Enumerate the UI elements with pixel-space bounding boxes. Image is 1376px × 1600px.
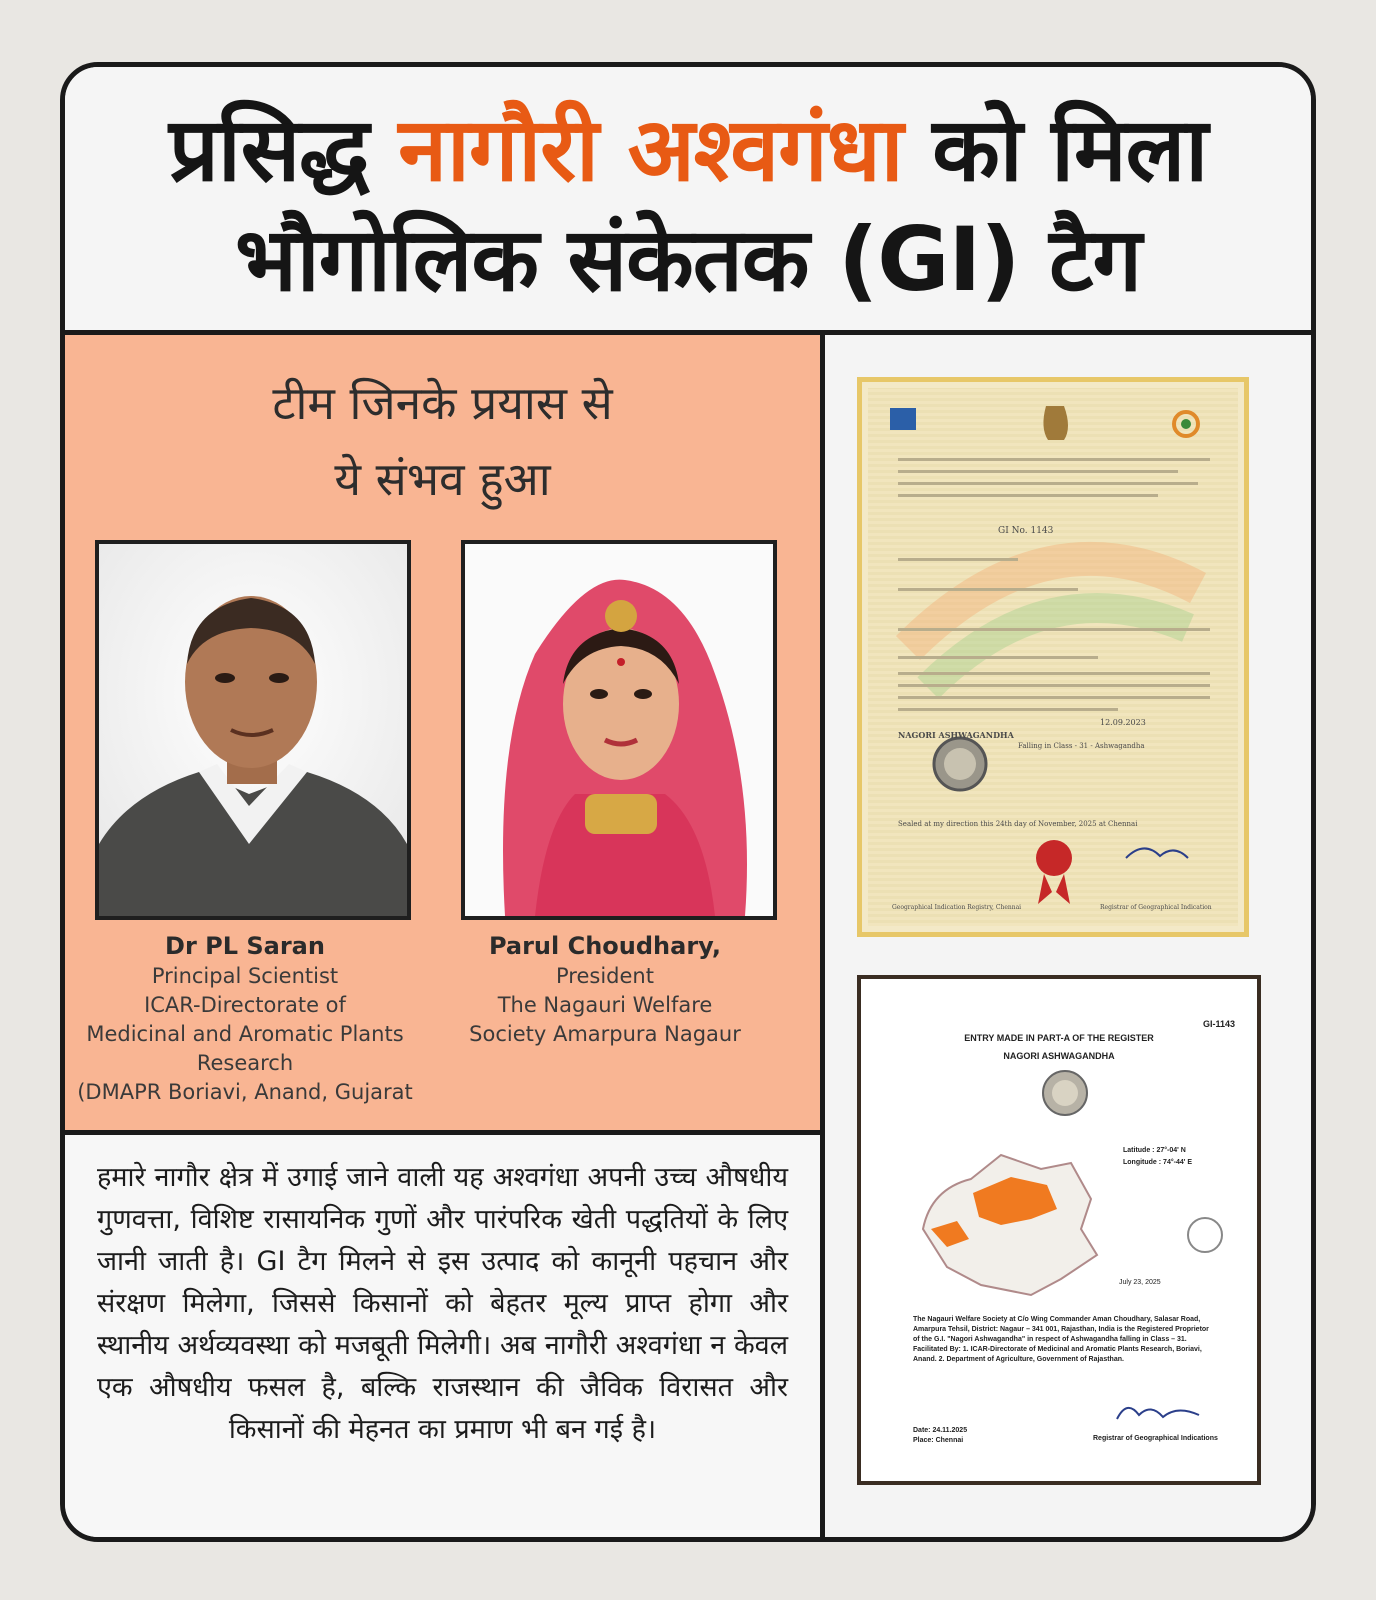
- text-line: [898, 470, 1178, 473]
- portrait-woman: [465, 544, 773, 916]
- photo-parul-choudhary: [461, 540, 777, 920]
- person-title: President: [556, 964, 654, 988]
- team-title-line-2: ये संभव हुआ: [334, 452, 551, 506]
- certificate-class: Falling in Class - 31 - Ashwagandha: [1018, 742, 1145, 750]
- text-line: [898, 656, 1098, 659]
- text-line: [898, 672, 1210, 675]
- person-title: Principal Scientist: [151, 964, 339, 988]
- text-line: [898, 494, 1158, 497]
- text-line: [898, 696, 1210, 699]
- certificate-product: NAGORI ASHWAGANDHA: [898, 730, 1014, 740]
- certificate-registrar: Registrar of Geographical Indication: [1100, 904, 1212, 911]
- team-title: [65, 365, 820, 517]
- person-name: Dr PL Saran: [165, 932, 325, 960]
- person-org-line: Research: [196, 1051, 294, 1075]
- entry-registrar: Registrar of Geographical Indications: [1093, 1435, 1218, 1442]
- certificate-body: [868, 388, 1238, 926]
- description-panel: [65, 1135, 825, 1542]
- registrar-signature: [1113, 1399, 1203, 1429]
- text-line: [898, 708, 1118, 711]
- text-line: [898, 482, 1198, 485]
- poster-card: [60, 62, 1316, 1542]
- entry-proprietor: The Nagauri Welfare Society at C/o Wing Commander Aman Choudhary, Salasar Road, Amarpura Tehsil, District: Nagaur – 341 001, Rajasthan, India is the Registered Proprietor of the G.I. "Nagori Ashwagandha" in respect of Ashwagandha falling in Class – 31. Facilitated By: 1. ICAR-Directorate of Medicinal and Aromatic Plants Research, Boriavi, Anand. 2. Department of Agriculture, Government of Rajasthan.: [913, 1316, 1209, 1363]
- person-org-line: The Nagauri Welfare: [497, 993, 713, 1017]
- gi-certificate: [857, 377, 1249, 937]
- headline: [65, 67, 1311, 335]
- person-name: Parul Choudhary,: [488, 932, 722, 960]
- rajasthan-map: [861, 1059, 1257, 1319]
- person-card: [65, 930, 425, 1107]
- text-line: [898, 628, 1210, 631]
- person-org-line: Medicinal and Aromatic Plants: [86, 1022, 404, 1046]
- text-line: [898, 588, 1078, 591]
- entry-date: Date: 24.11.2025: [913, 1427, 968, 1434]
- entry-gi-ref: GI-1143: [1202, 1019, 1235, 1029]
- headline-suffix: को मिला: [902, 98, 1208, 201]
- team-panel: [65, 335, 825, 1135]
- team-title-line-1: टीम जिनके प्रयास से: [272, 376, 613, 430]
- headline-line-1: [65, 67, 1311, 205]
- headline-prefix: प्रसिद्ध: [168, 98, 399, 201]
- entry-latitude: Latitude : 27°-04' N: [1123, 1147, 1186, 1154]
- headline-highlight: नागौरी अश्वगंधा: [398, 98, 903, 201]
- stamp-icon: [1188, 1218, 1222, 1252]
- description-text: हमारे नागौर क्षेत्र में उगाई जाने वाली यह अश्वगंधा अपनी उच्च औषधीय गुणवत्ता, विशिष्ट रासायनिक गुणों और पारंपरिक खेती पद्धतियों के लिए जानी जाती है। GI टैग मिलने से इस उत्पाद को कानूनी पहचान और संरक्षण मिलेगा, जिससे किसानों को बेहतर मूल्य प्राप्त होगा और स्थानीय अर्थव्यवस्था को मजबूती मिलेगी। अब नागौरी अश्वगंधा न केवल एक औषधीय फसल है, बल्कि राजस्थान की जैविक विरासत और किसानों की मेहनत का प्रमाण भी बन गई है।: [97, 1162, 788, 1445]
- person-card: [425, 930, 785, 1049]
- person-org-line: (DMAPR Boriavi, Anand, Gujarat: [77, 1080, 413, 1104]
- entry-map-date: July 23, 2025: [1119, 1279, 1161, 1286]
- portrait-man: [99, 544, 407, 916]
- register-entry: [857, 975, 1261, 1485]
- certificate-sealed: Sealed at my direction this 24th day of November, 2025 at Chennai: [898, 820, 1138, 828]
- gi-number: GI No. 1143: [998, 526, 1054, 536]
- certificate-date: 12.09.2023: [1100, 718, 1146, 727]
- headline-line-2: भौगोलिक संकेतक (GI) टैग: [234, 208, 1142, 311]
- text-line: [898, 458, 1210, 461]
- entry-title: ENTRY MADE IN PART-A OF THE REGISTER: [964, 1033, 1154, 1043]
- entry-place: Place: Chennai: [913, 1437, 964, 1444]
- entry-longitude: Longitude : 74°-44' E: [1123, 1159, 1193, 1166]
- entry-product: NAGORI ASHWAGANDHA: [1003, 1051, 1115, 1061]
- documents-panel: [825, 335, 1316, 1542]
- photo-pl-saran: [95, 540, 411, 920]
- certificate-registry: Geographical Indication Registry, Chennai: [892, 904, 1022, 911]
- text-line: [898, 684, 1210, 687]
- gi-number-value: 1143: [1030, 526, 1054, 536]
- text-line: [898, 558, 1018, 561]
- person-org-line: ICAR-Directorate of: [144, 993, 346, 1017]
- person-org-line: Society Amarpura Nagaur: [469, 1022, 741, 1046]
